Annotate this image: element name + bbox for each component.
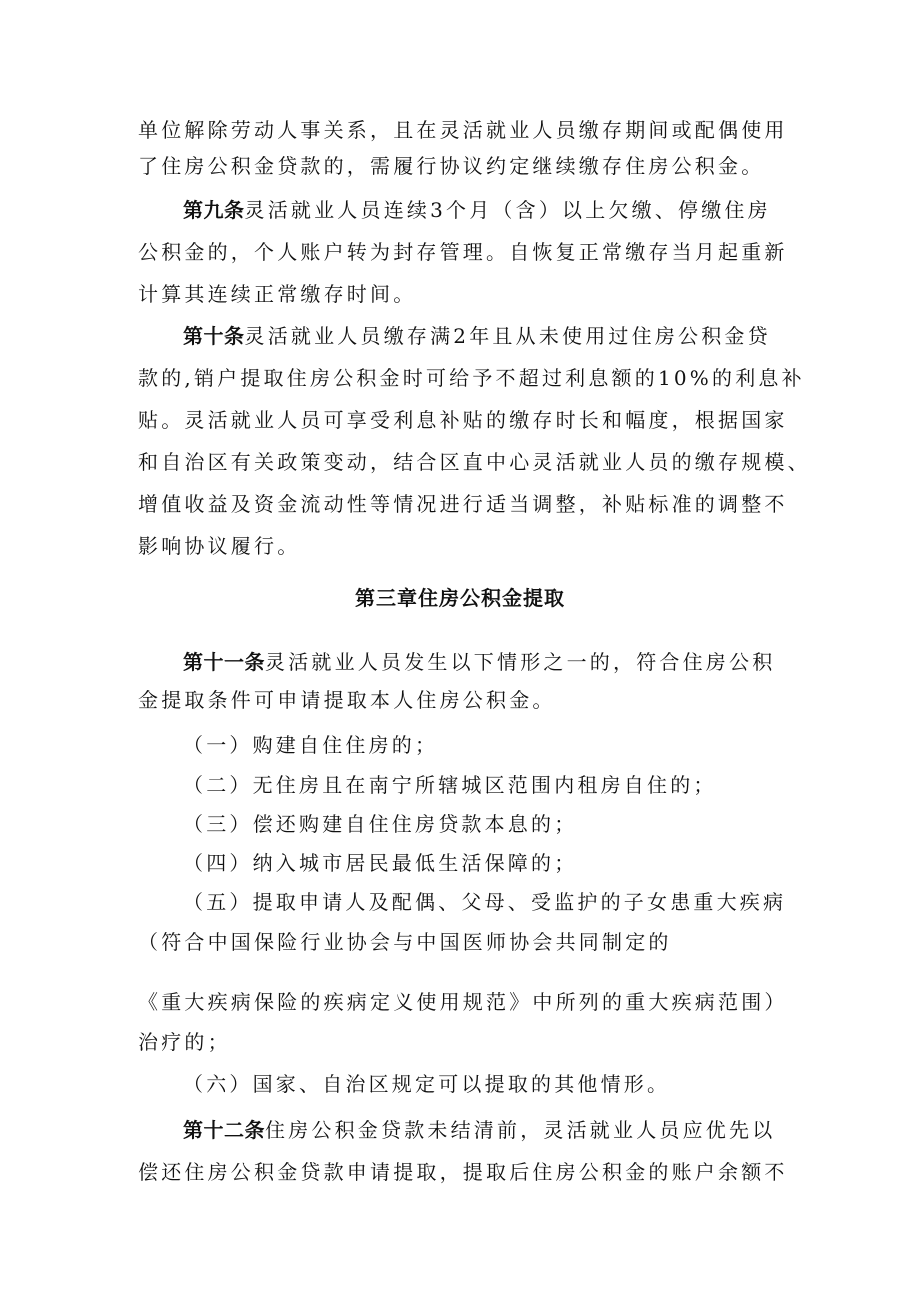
- paragraph-line: 和自治区有关政策变动，结合区直中心灵活就业人员的缴存规模、: [138, 450, 811, 474]
- paragraph-line: 偿还住房公积金贷款申请提取，提取后住房公积金的账户余额不: [138, 1160, 788, 1184]
- paragraph-line: 单位解除劳动人事关系，且在灵活就业人员缴存期间或配偶使用: [138, 118, 788, 142]
- paragraph-line: 公积金的，个人账户转为封存管理。自恢复正常缴存当月起重新: [138, 240, 788, 264]
- paragraph-line: 《重大疾病保险的疾病定义使用规范》中所列的重大疾病范围）: [138, 990, 788, 1014]
- paragraph-line: 计算其连续正常缴存时间。: [138, 282, 417, 306]
- list-item: （五）提取申请人及配偶、父母、受监护的子女患重大疾病: [183, 890, 787, 914]
- list-item: （四）纳入城市居民最低生活保障的；: [183, 851, 578, 875]
- list-item: （一）购建自住住房的；: [183, 733, 439, 757]
- list-item: （六）国家、自治区规定可以提取的其他情形。: [183, 1072, 671, 1096]
- paragraph-line: 金提取条件可申请提取本人住房公积金。: [138, 688, 556, 712]
- paragraph-line: 影响协议履行。: [138, 534, 301, 558]
- paragraph-line: （符合中国保险行业协会与中国医师协会共同制定的: [138, 930, 672, 954]
- list-item: （二）无住房且在南宁所辖城区范围内租房自住的；: [183, 773, 717, 797]
- paragraph-line: 贴。灵活就业人员可享受利息补贴的缴存时长和幅度，根据国家: [138, 408, 788, 432]
- article-11-heading: 第十一条: [183, 650, 265, 674]
- article-12-heading: 第十二条: [183, 1118, 265, 1142]
- article-12-line: 第十二条住房公积金贷款未结清前，灵活就业人员应优先以: [183, 1118, 776, 1142]
- paragraph-line: 了住房公积金贷款的，需履行协议约定继续缴存住房公积金。: [138, 154, 765, 178]
- article-10-heading: 第十条: [183, 324, 245, 348]
- article-11-line: 第十一条灵活就业人员发生以下情形之一的，符合住房公积: [183, 650, 776, 674]
- paragraph-line: 款的,销户提取住房公积金时可给予不超过利息额的10%的利息补: [138, 366, 805, 390]
- chapter-title: 第三章住房公积金提取: [355, 586, 565, 610]
- article-9-line: 第九条灵活就业人员连续3个月（含）以上欠缴、停缴住房: [183, 198, 771, 222]
- paragraph-line: 增值收益及资金流动性等情况进行适当调整，补贴标准的调整不: [138, 492, 788, 516]
- list-item: （三）偿还购建自住住房贷款本息的；: [183, 812, 578, 836]
- article-9-heading: 第九条: [183, 198, 245, 222]
- article-10-line: 第十条灵活就业人员缴存满2年且从未使用过住房公积金贷: [183, 324, 771, 348]
- paragraph-line: 治疗的；: [138, 1030, 231, 1054]
